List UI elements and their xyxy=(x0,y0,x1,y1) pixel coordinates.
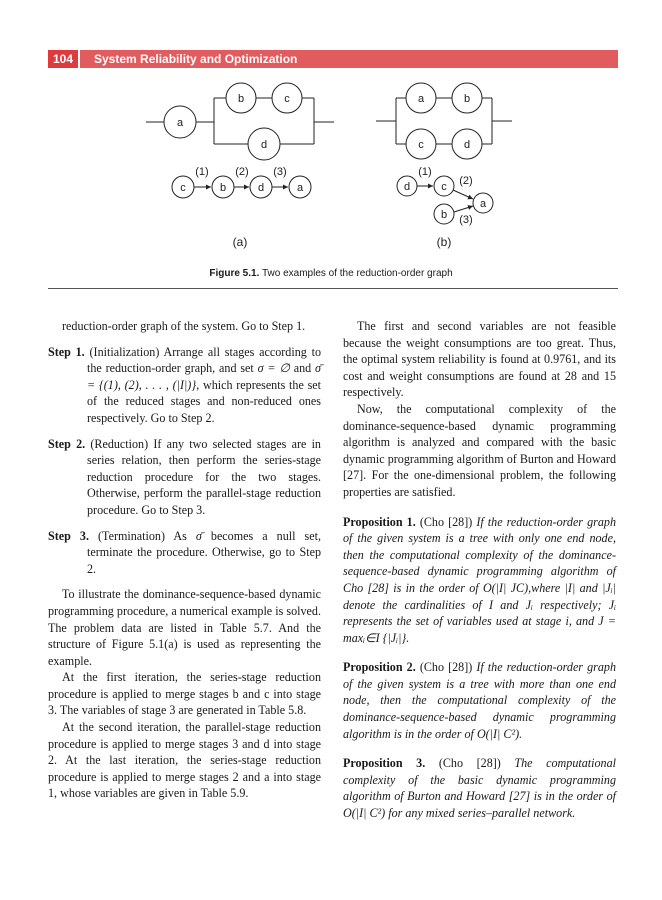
order-node-3: d xyxy=(257,182,265,194)
step-2 xyxy=(48,436,321,519)
step-1-text: (Initialization) Arrange all stages according to the reduction-order graph, and set xyxy=(87,344,321,376)
prop-1-text-c: and xyxy=(575,580,603,595)
page-number: 104 xyxy=(48,50,78,68)
paragraph-feasibility: The first and second variables are not feasible because the weight consumptions are too great. Thus, the optimal system reliability is found at 0.9761, and its cost and weight consumptions are found at 28 and 15 respectively. xyxy=(343,319,616,400)
prop-1-math-4: J = maxᵢ∈I {|Jᵢ|} xyxy=(343,614,616,645)
step-label-1: (1) xyxy=(195,166,209,178)
step-1-label: Step 1. xyxy=(48,344,85,359)
prop-1-text: If the reduction-order graph of the given system is a tree with only one end node, then the computational complexity of the dominance-sequence-based dynamic programming algorithm of Cho [28] is in the order of xyxy=(343,514,616,595)
step-1-math-2: σ̄ = {(1), (2), . . . , (|I|)} xyxy=(87,361,322,392)
figure-caption xyxy=(0,268,662,279)
b-step-label-1: (1) xyxy=(418,166,432,178)
b-order-node-a: a xyxy=(479,198,487,210)
prop-1-math-1: O(|I| JC) xyxy=(482,580,529,595)
prop-3-text: The computational complexity of the basic dynamic programming algorithm of Burton and Howard [27] is in the order of xyxy=(343,756,616,804)
left-column xyxy=(48,318,321,802)
step-1 xyxy=(48,344,321,427)
step-1-and: and xyxy=(289,361,316,376)
prop-2-math: O(|I| C²) xyxy=(476,726,520,741)
caption-label: Figure 5.1. xyxy=(209,268,260,279)
prop-2-text: If the reduction-order graph of the given system is a tree with more than one end node, then the computational complexity of the dominance-sequence-based dynamic programming algorithm is in the order of xyxy=(343,660,616,741)
step-label-3: (3) xyxy=(273,166,287,178)
order-node-4: a xyxy=(296,182,304,194)
prop-1-cite: (Cho [28]) xyxy=(415,514,477,529)
prop-1-text-b: ,where xyxy=(528,580,565,595)
order-node-1: c xyxy=(180,182,186,194)
step-3-text: (Termination) As xyxy=(98,528,196,543)
prop-3-math: O(|I| C²) xyxy=(343,806,386,821)
proposition-1 xyxy=(343,514,616,647)
panel-a-label: (a) xyxy=(232,235,248,249)
step-3 xyxy=(48,528,321,578)
node-a-label: a xyxy=(176,117,184,129)
prop-1-text-e: . xyxy=(406,630,410,645)
node-b-d-label: d xyxy=(463,139,471,151)
prop-2-cite: (Cho [28]) xyxy=(415,660,477,675)
node-b-c-label: c xyxy=(418,139,424,151)
running-title: System Reliability and Optimization xyxy=(80,50,618,68)
node-b-a-label: a xyxy=(417,93,425,105)
step-2-text: (Reduction) If any two selected stages are in series relation, then perform the series-stage reduction procedure for the two stages. Otherwise, perform the parallel-stage reduction procedure. Go to Step 3. xyxy=(87,436,321,517)
node-c-label: c xyxy=(284,93,290,105)
step-3-math: σ̄ xyxy=(195,528,202,543)
prop-3-label: Proposition 3. xyxy=(343,756,426,771)
paragraph-second-iteration: At the second iteration, the parallel-stage reduction procedure is applied to merge stages 3 and d into stage 2. At the last iteration, the series-stage reduction procedure is applied to merge stages 2 and a into stage 1, whose variables are given in Table 5.9. xyxy=(48,720,321,801)
proposition-3 xyxy=(343,755,616,821)
paragraph-first-iteration: At the first iteration, the series-stage reduction procedure is applied to merge stages b and c into stage 3. The variables of stage 3 are generated in Table 5.8. xyxy=(48,670,321,718)
step-3-text-b: becomes a null set, terminate the procedure. Otherwise, go to Step 2. xyxy=(87,528,321,576)
node-b-b-label: b xyxy=(463,93,471,105)
step-2-label: Step 2. xyxy=(48,436,86,451)
prop-1-label: Proposition 1. xyxy=(343,514,416,529)
intro-continuation: reduction-order graph of the system. Go to Step 1. xyxy=(62,319,306,333)
prop-3-text-b: for any mixed series–parallel network. xyxy=(385,806,576,821)
section-divider xyxy=(48,288,618,289)
figure-5-1 xyxy=(0,70,662,265)
prop-1-math-2: |I| xyxy=(564,580,576,595)
node-b-label: b xyxy=(237,93,245,105)
node-d-label: d xyxy=(260,139,268,151)
step-label-2: (2) xyxy=(235,166,249,178)
prop-3-cite: (Cho [28]) xyxy=(425,756,515,771)
step-1-text-b: , which represents the set of the reduced stages and non-reduced ones respectively. Go to Step 2. xyxy=(87,377,322,425)
running-header xyxy=(48,50,618,68)
prop-2-label: Proposition 2. xyxy=(343,660,416,675)
paragraph-illustrate: To illustrate the dominance-sequence-based dynamic programming procedure, a numerical example is solved. The problem data are listed in Table 5.7. And the structure of Figure 5.1(a) is used as representing the example. xyxy=(48,587,321,668)
b-order-node-c: c xyxy=(441,181,447,193)
paragraph-complexity: Now, the computational complexity of the dominance-sequence-based dynamic programming algorithm is analyzed and compared with the basic dynamic programming algorithm of Burton and Howard [27]. For the one-dimensional problem, the following properties are satisfied. xyxy=(343,401,616,499)
panel-b-label: (b) xyxy=(436,235,452,249)
proposition-2 xyxy=(343,659,616,742)
right-column xyxy=(343,318,616,822)
step-3-label: Step 3. xyxy=(48,528,89,543)
prop-1-math-3: |Jᵢ| xyxy=(602,580,616,595)
b-step-label-3: (3) xyxy=(459,214,473,226)
panel-a-order-graph xyxy=(172,176,311,198)
caption-text: Two examples of the reduction-order graph xyxy=(261,268,453,279)
step-1-math: σ = ∅ xyxy=(257,361,290,376)
b-step-label-2: (2) xyxy=(459,175,473,187)
b-order-node-d: d xyxy=(403,181,411,193)
prop-2-text-b: . xyxy=(519,726,523,741)
prop-1-text-d: denote the cardinalities of I and Jᵢ respectively; Jᵢ represents the set of variables used at stage i, and xyxy=(343,597,616,629)
order-node-2: b xyxy=(219,182,227,194)
b-order-node-b: b xyxy=(440,209,448,221)
panel-b-block-diagram xyxy=(376,83,512,159)
